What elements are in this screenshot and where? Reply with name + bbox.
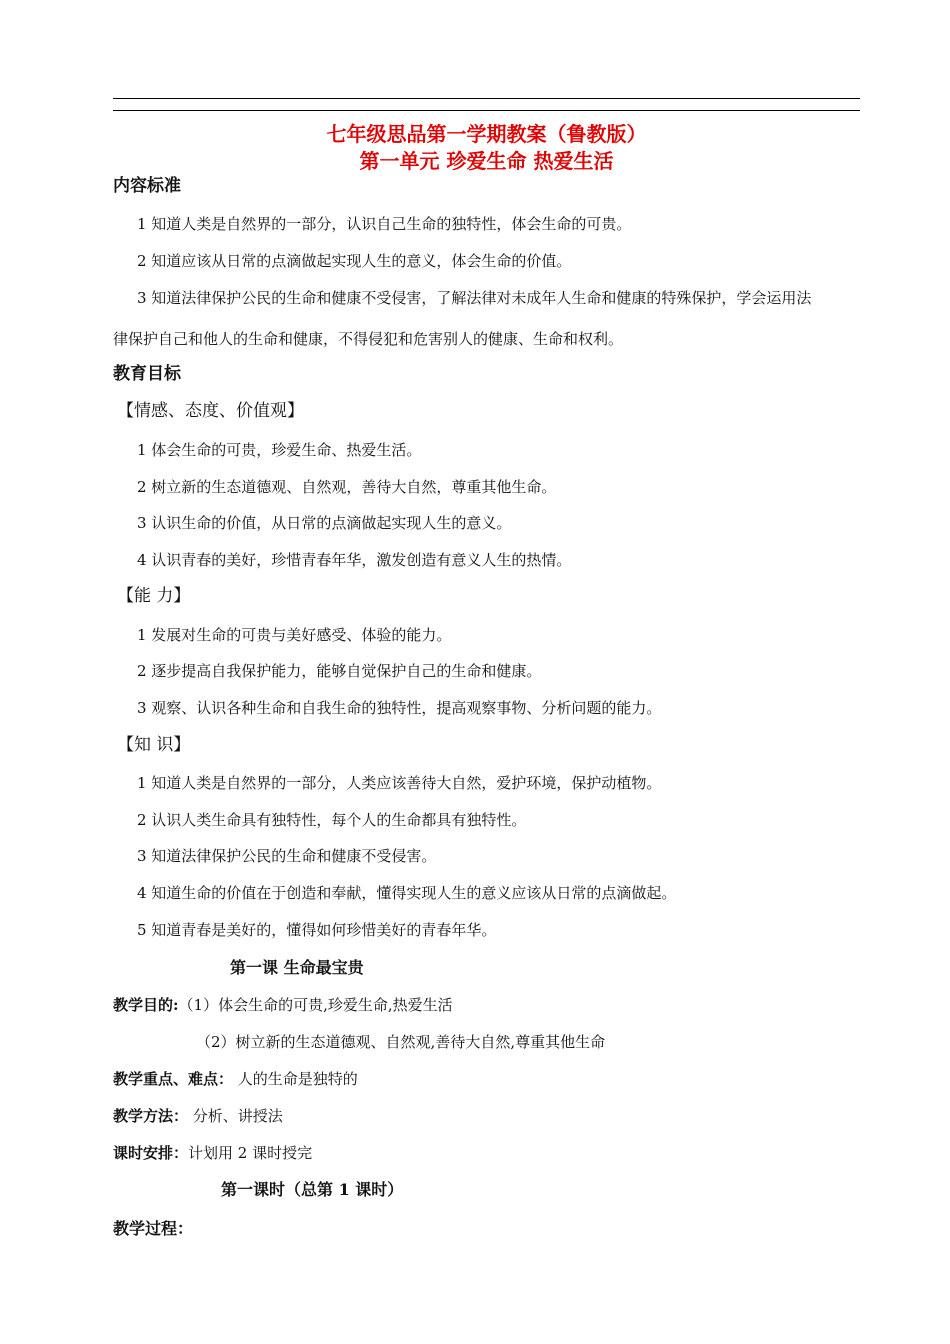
content-standard-item: 3 知道法律保护公民的生命和健康不受侵害，了解法律对未成年人生命和健康的特殊保护，学会运用法 bbox=[137, 289, 812, 307]
knowledge-item: 4 知道生命的价值在于创造和奉献，懂得实现人生的意义应该从日常的点滴做起。 bbox=[137, 884, 677, 902]
ability-heading: 【能 力】 bbox=[117, 586, 191, 606]
teaching-goal-label: 教学目的: bbox=[113, 996, 179, 1014]
content-standard-item: 1 知道人类是自然界的一部分，认识自己生命的独特性，体会生命的可贵。 bbox=[137, 215, 632, 233]
teaching-goal-2: （2）树立新的生态道德观、自然观,善待大自然,尊重其他生命 bbox=[196, 1033, 606, 1051]
emotion-item: 2 树立新的生态道德观、自然观，善待大自然，尊重其他生命。 bbox=[137, 478, 557, 496]
document-title: 七年级思品第一学期教案（鲁教版） bbox=[326, 122, 647, 146]
process-label: 教学过程： bbox=[113, 1219, 194, 1238]
knowledge-item: 5 知道青春是美好的，懂得如何珍惜美好的青春年华。 bbox=[137, 921, 497, 939]
emotion-item: 3 认识生命的价值，从日常的点滴做起实现人生的意义。 bbox=[137, 514, 512, 532]
schedule-label: 课时安排： bbox=[113, 1144, 189, 1162]
emotion-item: 4 认识青春的美好，珍惜青春年华，激发创造有意义人生的热情。 bbox=[137, 551, 572, 569]
method-row bbox=[113, 1106, 283, 1126]
top-rule-second bbox=[113, 110, 860, 111]
knowledge-item: 3 知道法律保护公民的生命和健康不受侵害。 bbox=[137, 847, 437, 865]
lesson-title: 第一课 生命最宝贵 bbox=[230, 958, 364, 977]
teaching-goal-1: （1）体会生命的可贵,珍爱生命,热爱生活 bbox=[178, 996, 453, 1014]
knowledge-item: 1 知道人类是自然界的一部分，人类应该善待大自然，爱护环境，保护动植物。 bbox=[137, 774, 662, 792]
key-points-value: 人的生命是独特的 bbox=[233, 1070, 358, 1088]
ability-item: 1 发展对生命的可贵与美好感受、体验的能力。 bbox=[137, 626, 452, 644]
method-value: 分析、讲授法 bbox=[188, 1107, 283, 1125]
period-title: 第一课时（总第 1 课时） bbox=[221, 1180, 404, 1199]
content-standard-heading: 内容标准 bbox=[113, 176, 181, 196]
unit-title: 第一单元 珍爱生命 热爱生活 bbox=[359, 149, 614, 173]
content-standard-item-cont: 律保护自己和他人的生命和健康，不得侵犯和危害别人的健康、生命和权利。 bbox=[113, 330, 624, 348]
method-label: 教学方法： bbox=[113, 1107, 189, 1125]
teaching-goal-row bbox=[113, 995, 453, 1015]
key-points-row bbox=[113, 1069, 358, 1089]
emotion-heading: 【情感、态度、价值观】 bbox=[117, 401, 304, 421]
content-standard-item: 2 知道应该从日常的点滴做起实现人生的意义，体会生命的价值。 bbox=[137, 252, 572, 270]
ability-item: 3 观察、认识各种生命和自我生命的独特性，提高观察事物、分析问题的能力。 bbox=[137, 699, 662, 717]
emotion-item: 1 体会生命的可贵，珍爱生命、热爱生活。 bbox=[137, 441, 422, 459]
knowledge-item: 2 认识人类生命具有独特性，每个人的生命都具有独特性。 bbox=[137, 811, 527, 829]
knowledge-heading: 【知 识】 bbox=[117, 735, 191, 755]
top-rule bbox=[113, 98, 860, 99]
education-goal-heading: 教育目标 bbox=[113, 364, 181, 384]
ability-item: 2 逐步提高自我保护能力，能够自觉保护自己的生命和健康。 bbox=[137, 662, 542, 680]
schedule-row bbox=[113, 1143, 312, 1163]
key-points-label: 教学重点、难点： bbox=[113, 1070, 234, 1088]
schedule-value: 计划用 2 课时授完 bbox=[188, 1144, 313, 1162]
